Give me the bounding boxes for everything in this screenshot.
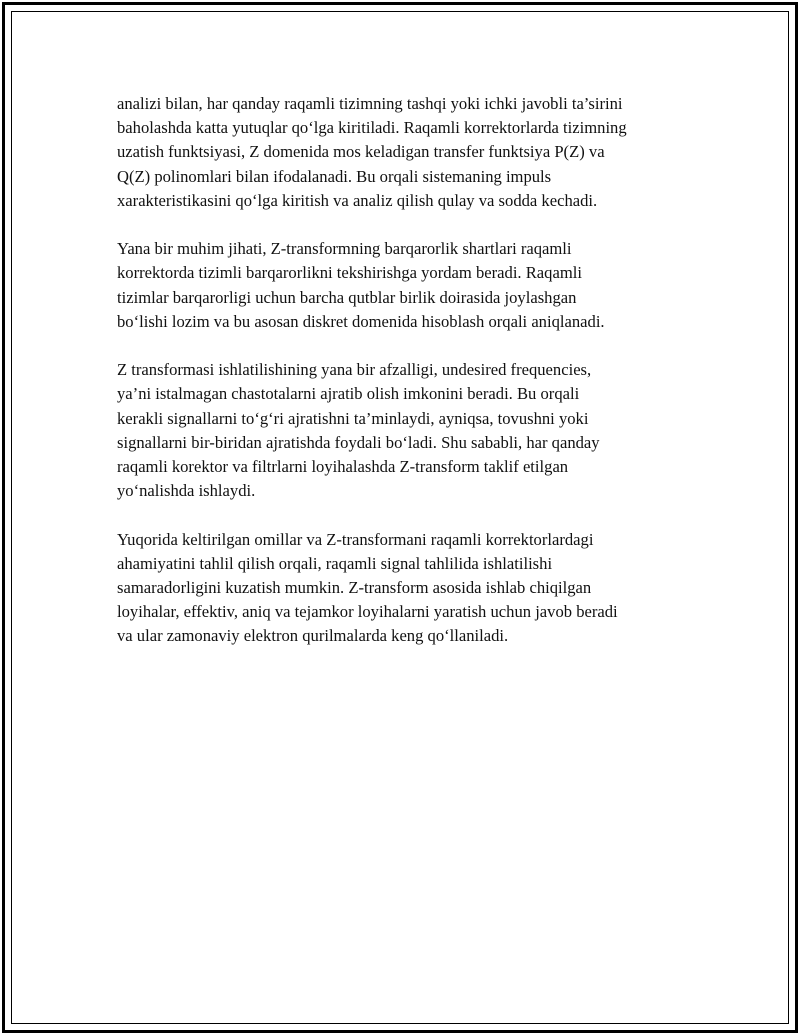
text-line: tizimlar barqarorligi uchun barcha qutblar birlik doirasida joylashgan [117,287,577,307]
text-line: ahamiyatini tahlil qilish orqali, raqamli signal tahlilida ishlatilishi [117,553,553,573]
text-line: Z transformasi ishlatilishining yana bir afzalligi, undesired frequencies, [117,360,592,380]
text-line: va ular zamonaviy elektron qurilmalarda keng qo‘llaniladi. [117,626,509,646]
text-line: raqamli korektor va filtrlarni loyihalashda Z-transform taklif etilgan [117,457,569,477]
paragraph-2 [117,237,697,334]
text-line: samaradorligini kuzatish mumkin. Z-transform asosida ishlab chiqilgan [117,578,592,598]
paragraph-3 [117,358,697,503]
text-line: loyihalar, effektiv, aniq va tejamkor loyihalarni yaratish uchun javob beradi [117,602,618,622]
paragraph-1 [117,92,697,213]
text-line: analizi bilan, har qanday raqamli tizimning tashqi yoki ichki javobli ta’sirini [117,94,623,113]
text-line: Yuqorida keltirilgan omillar va Z-transformani raqamli korrektorlardagi [117,529,594,549]
text-line: baholashda katta yutuqlar qo‘lga kiritiladi. Raqamli korrektorlarda tizimning [117,118,627,138]
text-line: signallarni bir-biridan ajratishda foydali bo‘ladi. Shu sababli, har qanday [117,432,600,452]
text-line: kerakli signallarni to‘g‘ri ajratishni ta’minlaydi, ayniqsa, tovushni yoki [117,408,589,428]
text-line: xarakteristikasini qo‘lga kiritish va analiz qilish qulay va sodda kechadi. [117,190,598,210]
document-body [117,92,697,673]
text-line: yo‘nalishda ishlaydi. [117,481,256,501]
text-line: uzatish funktsiyasi, Z domenida mos keladigan transfer funktsiya P(Z) va [117,142,605,162]
text-line: ya’ni istalmagan chastotalarni ajratib olish imkonini beradi. Bu orqali [117,384,580,404]
text-line: bo‘lishi lozim va bu asosan diskret domenida hisoblash orqali aniqlanadi. [117,311,605,331]
paragraph-4 [117,528,697,649]
text-line: Q(Z) polinomlari bilan ifodalanadi. Bu orqali sistemaning impuls [117,166,552,186]
text-line: korrektorda tizimli barqarorlikni tekshirishga yordam beradi. Raqamli [117,263,582,283]
text-line: Yana bir muhim jihati, Z-transformning barqarorlik shartlari raqamli [117,239,572,259]
